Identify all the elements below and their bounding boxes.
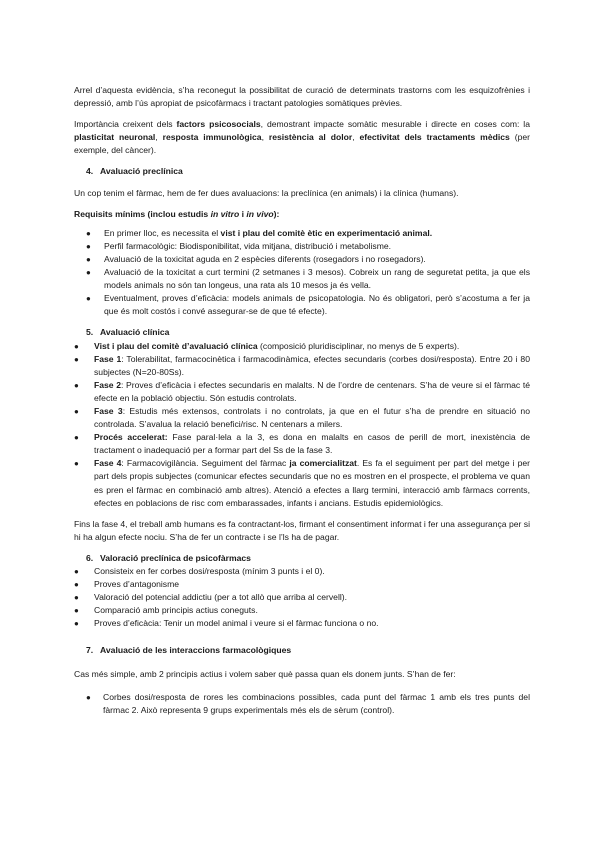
- paragraph-simple-case: Cas més simple, amb 2 principis actius i volem saber què passa quan els donem junts. S’han de fer:: [74, 668, 456, 679]
- heading-section-4: 4. Avaluació preclínica: [86, 166, 183, 177]
- bullet-icon: ●: [86, 268, 91, 278]
- list-item: ● Proves d’eficàcia: Tenir un model animal i veure si el fàrmac funciona o no.: [74, 617, 530, 630]
- list-item: ● Consisteix en fer corbes dosi/resposta (mínim 3 punts i el 0).: [74, 565, 530, 578]
- list-item: ● Procés accelerat: Fase paral·lela a la 3, es dona en malalts en casos de perill de mort, inexistència de tractament o inadequació per a formar part del Ss de la fase 3.: [74, 432, 531, 456]
- list-item: ● Avaluació de la toxicitat a curt termini (2 setmanes i 3 mesos). Cobreix un rang de seguretat petita, ja que els models animals no són tan longeus, una rata als 10 mesos ja és vella.: [86, 267, 530, 291]
- bullet-icon: ●: [74, 433, 79, 443]
- preclinical-requirements-list: [74, 227, 530, 319]
- list-item: ● Comparació amb principis actius coneguts.: [74, 604, 530, 617]
- list-item: ● Valoració del potencial addictiu (per a tot allò que arriba al cervell).: [74, 591, 530, 604]
- list-item: ● Proves d’antagonisme: [74, 578, 530, 591]
- bullet-icon: ●: [74, 406, 79, 416]
- list-item: ● Vist i plau del comitè d’avaluació clínica (composició pluridisciplinar, no menys de 5 experts).: [74, 340, 530, 353]
- clinical-phases-list: [74, 340, 530, 510]
- bullet-icon: ●: [86, 294, 91, 304]
- paragraph-two-evaluations: Un cop tenim el fàrmac, hem de fer dues avaluacions: la preclínica (en animals) i la clínica (humans).: [74, 187, 459, 198]
- list-item: ● Fase 1: Tolerabilitat, farmacocinètica i farmacodinàmica, efectes secundaris (corbes dosi/resposta). Entre 20 i 80 subjectes (N=20-80Ss).: [74, 353, 530, 377]
- paragraph-psychosocial: Importància creixent dels factors psicosocials, demostrant impacte somàtic mesurable i directe en coses com: la plasticitat neuronal, resposta immunològica, resistència al dolor, efectivitat dels tractaments mèdics (per exemple, del càncer).: [74, 119, 530, 156]
- bullet-icon: ●: [86, 228, 91, 238]
- heading-section-7: 7. Avaluació de les interaccions farmacològiques: [86, 645, 292, 656]
- bullet-icon: ●: [74, 619, 79, 629]
- heading-section-5: 5. Avaluació clínica: [86, 327, 170, 338]
- list-item: ● Corbes dosi/resposta de rores les combinacions possibles, cada punt del fàrmac 1 amb els tres punts del fàrmac 2. Això representa 9 grups experimentals més els de sèrum (control).: [86, 691, 530, 715]
- bullet-icon: ●: [86, 692, 91, 702]
- bullet-icon: ●: [74, 354, 79, 364]
- list-item: ● Eventualment, proves d’eficàcia: models animals de psicopatologia. No és obligatori, però s’acostuma a fer ja que és molt costós i convé assegurar-se de que té efecte).: [86, 293, 530, 317]
- bullet-icon: ●: [74, 606, 79, 616]
- list-item: ● Avaluació de la toxicitat aguda en 2 espècies diferents (rosegadors i no rosegadors).: [74, 253, 530, 266]
- heading-section-6: 6. Valoració preclínica de psicofàrmacs: [86, 552, 251, 563]
- list-item: ● Fase 3: Estudis més extensos, controlats i no controlats, ja que en el futur s’ha de prendre en situació no controlada. S’avalua la relació benefici/risc. N centenars a milers.: [74, 405, 530, 430]
- paragraph-phase4-contract: Fins la fase 4, el treball amb humans es fa contractant-los, firmant el consentiment informat i fer una assegurança per si hi ha algun efecte nociu. S’ha de fer un contracte i se l’ls ha de pagar.: [74, 518, 530, 542]
- bullet-icon: ●: [74, 593, 79, 603]
- list-item: ● Fase 4: Farmacovigilància. Seguiment del fàrmac ja comercialitzat. Es fa el seguiment per part del metge i per part dels propis subjectes (comunicar efectes secundaris que no es mostren en el prospecte, el problema ve quan es pren el fàrmac en combinació amb altres). Atenció a efectes a llarg termini, interacció amb fàrmacs corrents, efectes en poblacions de risc com embarassades, infants i ancians. Estudis epidemiològics.: [74, 458, 530, 508]
- bullet-icon: ●: [74, 341, 79, 351]
- list-item: ● Fase 2: Proves d’eficàcia i efectes secundaris en malalts. N de l’ordre de centenars. S’ha de veure si el fàrmac té efecte en la població objectiu. Són estudis controlats.: [74, 379, 530, 403]
- paragraph-evidence: Arrel d’aquesta evidència, s’ha reconegut la possibilitat de curació de determinats trastorns com les esquizofrènies i depressió, amb l’ús apropiat de psicofàrmacs i tractant patologies somàtiques prèvies.: [74, 85, 530, 109]
- interactions-list: [74, 691, 530, 717]
- bullet-icon: ●: [74, 380, 79, 390]
- bullet-icon: ●: [86, 254, 91, 264]
- bullet-icon: ●: [74, 567, 79, 576]
- paragraph-minimum-requirements: Requisits mínims (inclou estudis in vitro i in vivo):: [74, 208, 280, 219]
- list-item: ● Perfil farmacològic: Biodisponibilitat, vida mitjana, distribució i metabolisme.: [74, 240, 530, 253]
- bullet-icon: ●: [86, 241, 91, 251]
- bullet-icon: ●: [74, 459, 79, 469]
- document-page: [74, 84, 530, 717]
- psychopharm-preclinical-list: [74, 565, 530, 630]
- list-item: ● En primer lloc, es necessita el vist i plau del comitè ètic en experimentació animal.: [74, 227, 530, 240]
- bullet-icon: ●: [74, 580, 79, 590]
